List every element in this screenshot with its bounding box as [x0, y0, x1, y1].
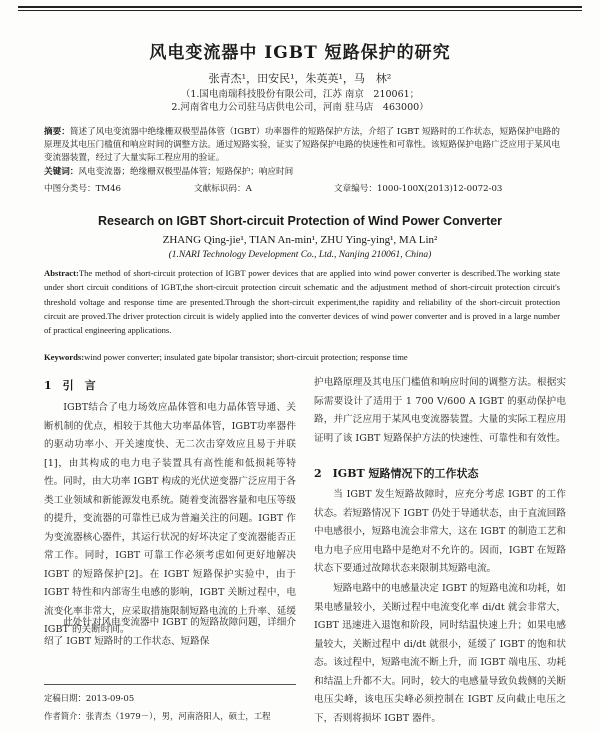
abstract-cn-label: 摘要：: [44, 127, 70, 137]
intro-paragraph-1: IGBT结合了电力场效应晶体管和电力晶体管导通、关断机制的优点，相较于其他大功率晶体管，IGBT功率器件的驱动功率小、开关速度快、无二次击穿效应且易于并联[1]，由其构成的电力电子装置具有高性能和低损耗等特性。同时，由大功率 IGBT 构成的光伏逆变器广泛应用于各类工业领域和新能源发电系统。随着变流器容量和电压等级的提升，变流器的可靠性已成为普遍关注的问题。IGBT 作为变流器核心器件，其运行状况的好坏决定了变流器能否正常工作。同时，IGBT 可靠工作必须考虑如何更好地解决 IGBT 的短路保护[2]。在 IGBT 短路保护实验中，由于 IGBT 特性和内部寄生电感的影响，IGBT 关断过程中，电流变化率非常大，应采取措施限制短路电流的上升率、延缓 IGBT 的关断时间。: [44, 402, 296, 635]
abstract-en: [44, 266, 560, 337]
keywords-cn: [44, 166, 560, 179]
affiliation-en: (1.NARI Technology Development Co., Ltd., Nanjing 210061, China): [168, 250, 432, 260]
abstract-en-label: Abstract:: [44, 268, 79, 278]
header-rule-thin: [18, 10, 582, 11]
intro-paragraph-2: 此处针对风电变流器中 IGBT 的短路故障问题，详细介绍了 IGBT 短路时的工作状态、短路保: [44, 617, 296, 647]
paper-title-en: Research on IGBT Short-circuit Protection of Wind Power Converter: [97, 214, 503, 228]
keywords-en-label: Keywords:: [44, 352, 85, 362]
document-code: 文献标识码：A: [194, 184, 252, 194]
header-rule-thick: [18, 6, 582, 8]
abstract-en-text: The method of short-circuit protection of IGBT power devices that are applied into wind power converter is described.The working state under short circuit conditions of IGBT,the short-circuit protection circuit schematic and the adjustment method of short-circuit protection circuit's threshold voltage and response time are presented.Through the short-circuit experiment,the rapidity and reliability of the short-circuit protection circuit are proved.The driver protection circuit is widely applied into the converter devices of wind power converter and is proved in a large number of practical engineering applications.: [44, 268, 560, 336]
class-number: 中图分类号：TM46: [44, 184, 122, 194]
article-number: 文章编号：1000-100X(2013)12-0072-03: [334, 184, 503, 194]
affiliation-cn-2: 2.河南省电力公司驻马店供电公司，河南 驻马店 463000）: [171, 102, 429, 113]
paper-title-cn: 风电变流器中 IGBT 短路保护的研究: [149, 43, 451, 63]
keywords-cn-text: 风电变流器；绝缘栅双极型晶体管；短路保护；响应时间: [78, 167, 294, 177]
affiliation-cn-1: （1.国电南瑞科技股份有限公司，江苏 南京 210061；: [180, 89, 420, 100]
section-1-heading: 1 引 言: [44, 379, 96, 392]
authors-en: ZHANG Qing-jie¹, TIAN An-min¹, ZHU Ying-ying¹, MA Lin²: [162, 234, 438, 246]
footnote-rule: [44, 684, 296, 685]
authors-cn: 张青杰¹，田安民¹，朱英英¹，马 林²: [208, 72, 392, 85]
footnote-author: 作者简介：张青杰（1979－），男，河南洛阳人，硕士，工程: [44, 711, 271, 721]
intro-continuation: 护电路原理及其电压门槛值和响应时间的调整方法。根据实际需要设计了适用于 1 700 V/600 A IGBT 的驱动保护电路，并广泛应用于某风电变流器装置。大量的实际工程应用证明了该 IGBT 短路保护方法的快速性、可靠性和有效性。: [314, 377, 566, 444]
keywords-en: [44, 351, 560, 364]
section-2-paragraph-2: 短路电路中的电感量决定 IGBT 的短路电流和功耗，如果电感量较小，关断过程中电流变化率 di/dt 就会非常大，IGBT 迅速进入退饱和阶段，同时结温快速上升；如果电感量较大，关断过程中 di/dt 就很小，延缓了 IGBT 的饱和状态。该过程中，短路电流不断上升，而 IGBT 端电压、功耗和结温上升都不大。同时，较大的电感量导致负载侧的关断电压尖峰，该电压尖峰必须控制在 IGBT 反向截止电压之下，否则将损坏 IGBT 器件。: [314, 583, 566, 724]
section-2-heading: 2 IGBT 短路情况下的工作状态: [314, 467, 479, 480]
abstract-cn: [44, 126, 560, 165]
section-2-paragraph-1: 当 IGBT 发生短路故障时，应充分考虑 IGBT 的工作状态。若短路情况下 IGBT 仍处于导通状态，由于直流回路中电感很小，短路电流会非常大，这在 IGBT 的制造工艺和电力电子应用电路中是绝对不允许的。因而，IGBT 在短路状态下要通过故障状态来限制其短路电流。: [314, 489, 566, 574]
keywords-en-text: wind power converter; insulated gate bipolar transistor; short-circuit protection; response time: [84, 352, 408, 362]
abstract-cn-text: 简述了风电变流器中绝缘栅双极型晶体管（IGBT）功率器件的短路保护方法，介绍了 IGBT 短路时的工作状态，短路保护电路的原理及其电压门槛值和响应时间的调整方法。通过短路实验，证实了短路保护电路的快速性和可靠性。该短路保护电路广泛应用于某风电变流器装置，经过了大量实际工程应用的验证。: [44, 127, 560, 163]
keywords-cn-label: 关键词：: [44, 167, 79, 177]
footnote-date: 定稿日期：2013-09-05: [44, 693, 135, 703]
